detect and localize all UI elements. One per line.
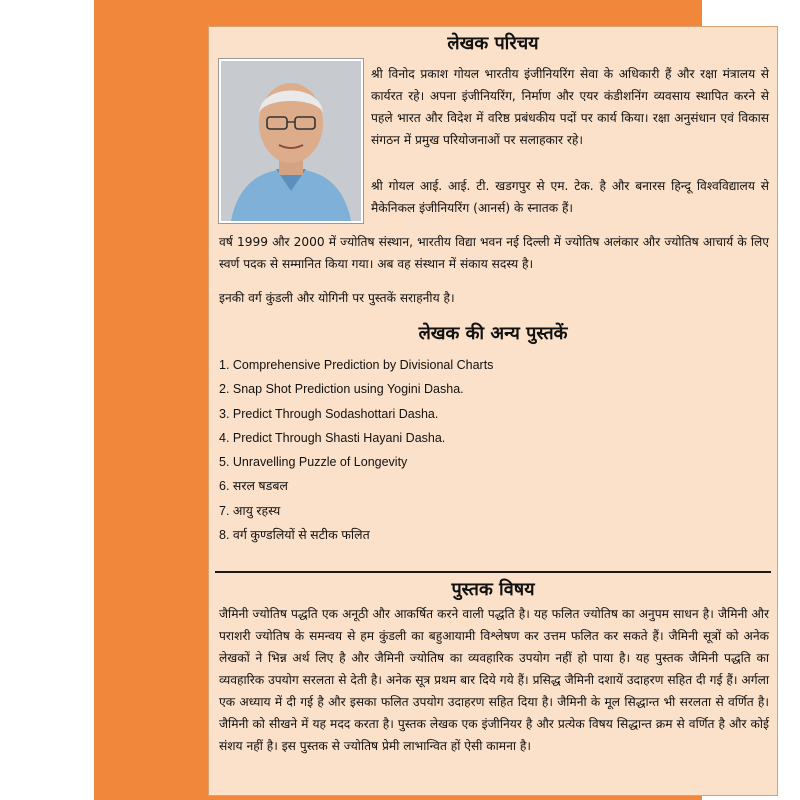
other-books-heading: लेखक की अन्य पुस्तकें	[418, 323, 568, 344]
book-list-item: 6. सरल षडबल	[219, 479, 288, 494]
author-bio-paragraph-2: श्री गोयल आई. आई. टी. खडगपुर से एम. टेक. है और बनारस हिन्दू विश्वविद्यालय से मैकेनिकल इंजीनियरिंग (आनर्स) के स्नातक हैं।	[371, 179, 769, 215]
section-divider	[215, 571, 771, 573]
book-list-item: 3. Predict Through Sodashottari Dasha.	[219, 406, 439, 421]
book-list-item: 8. वर्ग कुण्डलियों से सटीक फलित	[219, 528, 370, 543]
book-list-item: 2. Snap Shot Prediction using Yogini Dasha.	[219, 382, 464, 397]
author-photo	[219, 59, 363, 223]
other-books-list	[219, 353, 759, 547]
author-bio-paragraph-4: इनकी वर्ग कुंडली और योगिनी पर पुस्तकें सराहनीय है।	[219, 291, 455, 305]
book-list-item: 7. आयु रहस्य	[219, 503, 281, 518]
author-bio-paragraph-1: श्री विनोद प्रकाश गोयल भारतीय इंजीनियरिंग सेवा के अधिकारी हैं और रक्षा मंत्रालय से कार्यरत रहे। अपना इंजीनियरिंग, निर्माण और एयर कंडीशनिंग व्यवसाय स्थापित करने से पहले भारत और विदेश में वरिष्ठ प्रबंधकीय पदों पर कार्य किया। रक्षा अनुसंधान एवं विकास संगठन में प्रमुख परियोजनाओं पर सलाहकार रहे।	[371, 67, 769, 147]
book-list-item: 5. Unravelling Puzzle of Longevity	[219, 455, 408, 470]
author-intro-heading: लेखक परिचय	[447, 33, 539, 54]
content-panel	[208, 26, 778, 796]
book-subject-heading: पुस्तक विषय	[451, 579, 535, 600]
book-list-item: 1. Comprehensive Prediction by Divisional Charts	[219, 358, 494, 372]
book-subject-paragraph: जैमिनी ज्योतिष पद्धति एक अनूठी और आकर्षित करने वाली पद्धति है। यह फलित ज्योतिष का अनुपम साधन है। जैमिनी और पराशरी ज्योतिष के समन्वय से हम कुंडली का बहुआयामी विश्लेषण कर उत्तम फलित कर सकते हैं। जैमिनी सूत्रों को अनेक लेखकों ने भिन्न अर्थ लिए है और जैमिनी ज्योतिष का व्यवहारिक उपयोग नहीं हो पाया है। यह पुस्तक जैमिनी पद्धति का व्यवहारिक उपयोग सरलता से देती है। अनेक सूत्र प्रथम बार दिये गये हैं। प्रसिद्ध जैमिनी दशायें उदाहरण सहित दी गई हैं। अर्गला एक अध्याय में दी गई है और इसका फलित उपयोग उदाहरण सहित दिया है। जैमिनी के मूल सिद्धान्त भी सरलता से वर्णित है। जैमिनी को सीखने में यह मदद करता है। पुस्तक लेखक एक इंजीनियर है और प्रत्येक विषय सिद्धान्त क्रम से वर्णित है और कोई संशय नहीं है। इस पुस्तक से ज्योतिष प्रेमी लाभान्वित हों ऐसी कामना है।	[219, 607, 769, 753]
book-list-item: 4. Predict Through Shasti Hayani Dasha.	[219, 430, 446, 445]
author-bio-paragraph-3: वर्ष 1999 और 2000 में ज्योतिष संस्थान, भारतीय विद्या भवन नई दिल्ली में ज्योतिष अलंकार और ज्योतिष आचार्य के लिए स्वर्ण पदक से सम्मानित किया गया। अब वह संस्थान में संकाय सदस्य है।	[219, 235, 769, 271]
author-portrait-illustration	[221, 61, 361, 221]
book-back-cover	[94, 0, 769, 800]
